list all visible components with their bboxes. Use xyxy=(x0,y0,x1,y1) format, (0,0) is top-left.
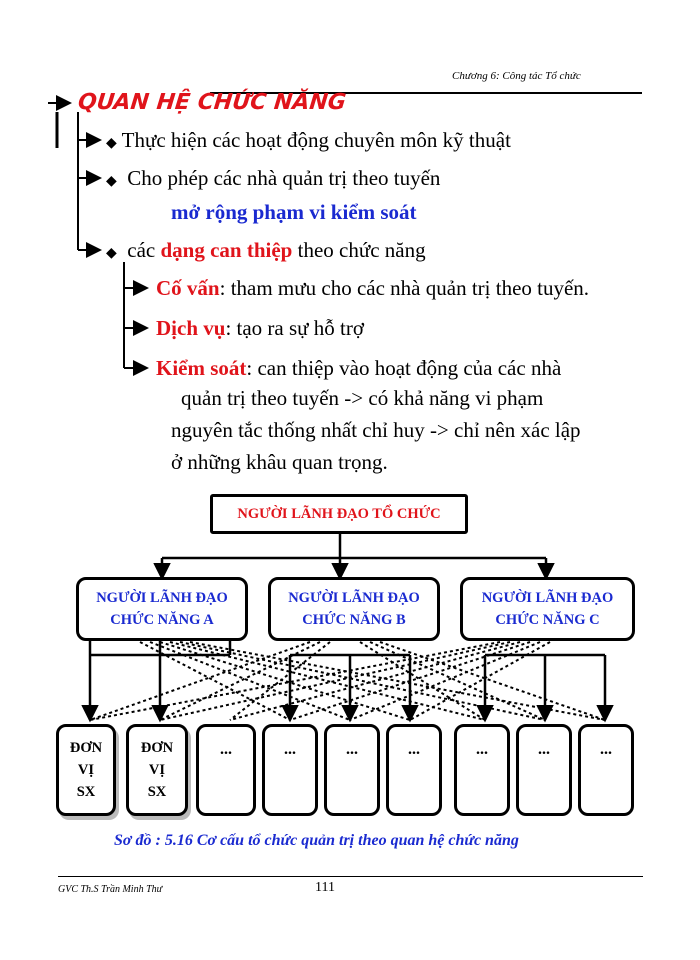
unit-placeholder: ... xyxy=(454,724,510,816)
bullet-2 xyxy=(106,166,440,191)
sub-item-term: Kiểm soát xyxy=(156,356,247,380)
bullet-2-subtext: mở rộng phạm vi kiểm soát xyxy=(171,200,417,224)
sub-item-term: Dịch vụ xyxy=(156,316,226,340)
unit-line: VỊ xyxy=(77,762,95,778)
unit-placeholder: ... xyxy=(386,724,442,816)
production-unit xyxy=(56,724,116,816)
sub-item-dich-vu xyxy=(156,316,364,341)
box-line: CHỨC NĂNG C xyxy=(495,612,600,628)
bullet-1 xyxy=(106,128,511,153)
box-line: CHỨC NĂNG A xyxy=(110,612,214,628)
box-line: NGƯỜI LÃNH ĐẠO xyxy=(481,590,614,606)
footer-rule xyxy=(58,876,643,877)
bullet-3-post: theo chức năng xyxy=(297,238,426,262)
sub-item-term: Cố vấn xyxy=(156,276,220,300)
functional-leader-c xyxy=(460,577,635,641)
bullet-3 xyxy=(106,238,426,263)
bullet-2-text: Cho phép các nhà quản trị theo tuyến xyxy=(127,166,441,190)
section-title: QUAN HỆ CHỨC NĂNG xyxy=(76,90,348,115)
chapter-header: Chương 6: Công tác Tổ chức xyxy=(452,70,581,82)
sub-item-text: : can thiệp vào hoạt động của các nhà xyxy=(246,356,562,380)
unit-placeholder: ... xyxy=(516,724,572,816)
sub-item-text: : tham mưu cho các nhà quản trị theo tuyến. xyxy=(219,276,590,300)
diamond-bullet-icon: ◆ xyxy=(106,246,117,261)
bullet-3-highlight: dạng can thiệp xyxy=(160,238,293,262)
page-number: 111 xyxy=(315,880,335,895)
unit-line: SX xyxy=(76,784,96,800)
footer-author: GVC Th.S Trần Minh Thư xyxy=(58,884,163,895)
bullet-3-pre: các xyxy=(127,238,156,262)
unit-placeholder: ... xyxy=(196,724,256,816)
unit-line: ĐƠN xyxy=(140,740,174,756)
box-line: NGƯỜI LÃNH ĐẠO xyxy=(96,590,228,606)
kiem-soat-line-2: quản trị theo tuyến -> có khả năng vi phạm xyxy=(181,386,544,410)
unit-placeholder: ... xyxy=(324,724,380,816)
functional-leader-a xyxy=(76,577,248,641)
unit-placeholder: ... xyxy=(262,724,318,816)
sub-item-kiem-soat xyxy=(156,356,561,381)
unit-line: SX xyxy=(147,784,167,800)
kiem-soat-line-3: nguyên tắc thống nhất chỉ huy -> chỉ nên xác lập xyxy=(171,418,581,442)
box-line: NGƯỜI LÃNH ĐẠO xyxy=(288,590,420,606)
diamond-bullet-icon: ◆ xyxy=(106,174,117,189)
unit-line: VỊ xyxy=(148,762,166,778)
diamond-bullet-icon: ◆ xyxy=(106,136,117,151)
production-unit xyxy=(126,724,188,816)
diagram-caption: Sơ đồ : 5.16 Cơ cấu tổ chức quản trị theo quan hệ chức năng xyxy=(114,832,519,849)
org-leader-box: NGƯỜI LÃNH ĐẠO TỔ CHỨC xyxy=(210,494,468,534)
unit-placeholder: ... xyxy=(578,724,634,816)
unit-line: ĐƠN xyxy=(69,740,103,756)
functional-leader-b xyxy=(268,577,440,641)
sub-item-text: : tạo ra sự hỗ trợ xyxy=(225,316,364,340)
bullet-1-text: Thực hiện các hoạt động chuyên môn kỹ thuật xyxy=(121,128,511,152)
kiem-soat-line-4: ở những khâu quan trọng. xyxy=(171,450,388,474)
sub-item-co-van xyxy=(156,276,589,301)
box-line: CHỨC NĂNG B xyxy=(302,612,406,628)
